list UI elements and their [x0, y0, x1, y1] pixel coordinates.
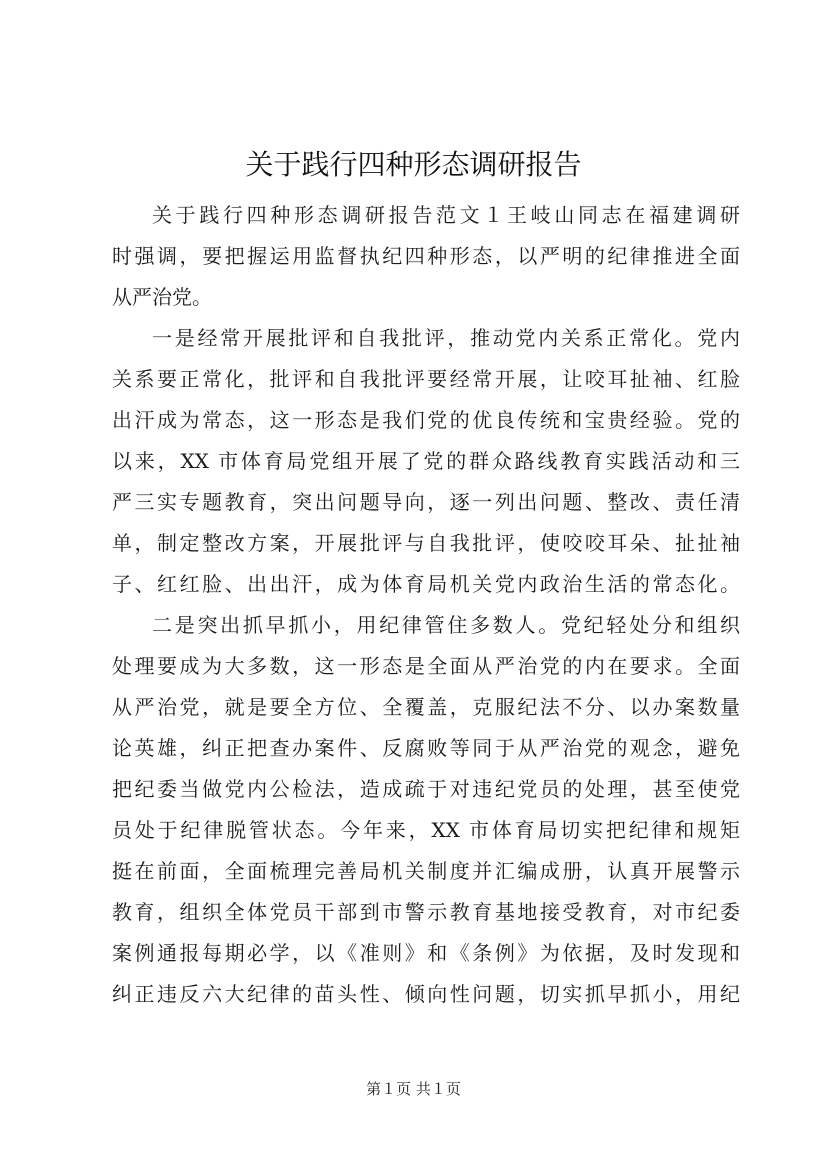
text-line: 员处于纪律脱管状态。今年来，XX 市体育局切实把纪律和规矩	[112, 818, 740, 842]
paragraph-2	[112, 318, 740, 605]
document-body	[112, 195, 740, 1015]
text-line: 以来，XX 市体育局党组开展了党的群众路线教育实践活动和三	[112, 449, 740, 473]
text-line: 从严治党，就是要全方位、全覆盖，克服纪法不分、以办案数量	[112, 695, 740, 719]
document-title: 关于践行四种形态调研报告	[245, 148, 582, 181]
text-line: 教育，组织全体党员干部到市警示教育基地接受教育，对市纪委	[112, 900, 740, 924]
text-line: 处理要成为大多数，这一形态是全面从严治党的内在要求。全面	[112, 654, 740, 678]
text-line: 单，制定整改方案，开展批评与自我批评，使咬咬耳朵、扯扯袖	[112, 531, 740, 555]
text-line: 论英雄，纠正把查办案件、反腐败等同于从严治党的观念，避免	[112, 736, 740, 760]
text-line: 从严治党。	[112, 285, 212, 309]
page-number-footer: 第１页 共１页	[366, 1080, 461, 1098]
text-line: 出汗成为常态，这一形态是我们党的优良传统和宝贵经验。党的	[112, 408, 740, 432]
text-line: 关于践行四种形态调研报告范文１王岐山同志在福建调研	[152, 203, 740, 227]
text-line: 案例通报每期必学，以《准则》和《条例》为依据，及时发现和	[112, 941, 740, 965]
text-line: 子、红红脸、出出汗，成为体育局机关党内政治生活的常态化。	[112, 572, 740, 596]
text-line: 纠正违反六大纪律的苗头性、倾向性问题，切实抓早抓小，用纪	[112, 982, 740, 1006]
text-line: 时强调，要把握运用监督执纪四种形态，以严明的纪律推进全面	[112, 244, 740, 268]
text-line: 把纪委当做党内公检法，造成疏于对违纪党员的处理，甚至使党	[112, 777, 740, 801]
paragraph-1	[112, 195, 740, 318]
text-line: 二是突出抓早抓小，用纪律管住多数人。党纪轻处分和组织	[152, 613, 740, 637]
text-line: 挺在前面，全面梳理完善局机关制度并汇编成册，认真开展警示	[112, 859, 740, 883]
text-line: 一是经常开展批评和自我批评，推动党内关系正常化。党内	[152, 326, 740, 350]
paragraph-3	[112, 605, 740, 1015]
text-line: 关系要正常化，批评和自我批评要经常开展，让咬耳扯袖、红脸	[112, 367, 740, 391]
text-line: 严三实专题教育，突出问题导向，逐一列出问题、整改、责任清	[112, 490, 740, 514]
